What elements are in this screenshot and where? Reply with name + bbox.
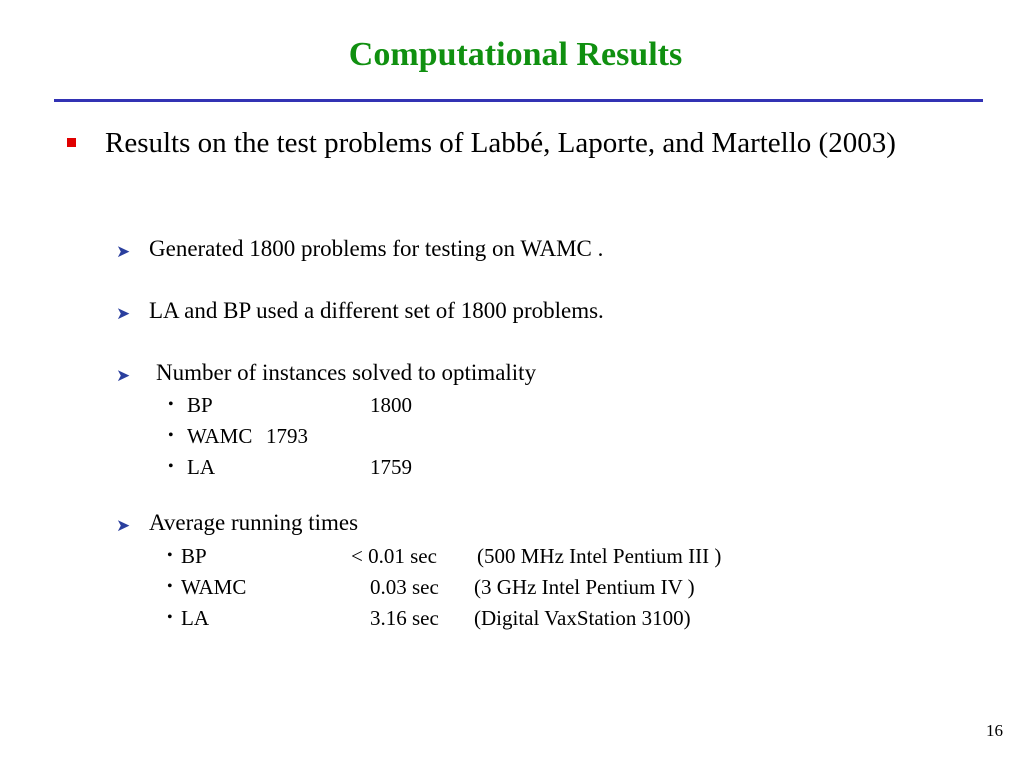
time-machine-bp: (500 MHz Intel Pentium III ) bbox=[477, 544, 722, 568]
page-number: 16 bbox=[986, 721, 1003, 740]
sub-bullet-running-times: Average running times bbox=[149, 510, 359, 535]
dot-bullet-icon: • bbox=[167, 578, 173, 595]
time-name-la: LA bbox=[181, 606, 209, 630]
arrow-bullet-icon: ➤ bbox=[116, 516, 131, 535]
dot-bullet-icon: • bbox=[168, 427, 174, 444]
dot-bullet-icon: • bbox=[167, 609, 173, 626]
optimality-name-wamc: WAMC bbox=[187, 424, 253, 448]
time-value-la: 3.16 sec bbox=[370, 606, 439, 630]
time-name-bp: BP bbox=[181, 544, 207, 568]
sub-bullet-optimality: Number of instances solved to optimality bbox=[156, 360, 537, 385]
optimality-value-bp: 1800 bbox=[370, 393, 412, 417]
optimality-value-wamc: 1793 bbox=[266, 424, 308, 448]
optimality-value-la: 1759 bbox=[370, 455, 412, 479]
time-value-bp: < 0.01 sec bbox=[351, 544, 437, 568]
time-value-wamc: 0.03 sec bbox=[370, 575, 439, 599]
time-machine-la: (Digital VaxStation 3100) bbox=[474, 606, 691, 630]
sub-bullet-different-set: LA and BP used a different set of 1800 problems. bbox=[149, 298, 604, 323]
title-divider bbox=[54, 99, 983, 102]
square-bullet-icon bbox=[67, 138, 76, 147]
time-name-wamc: WAMC bbox=[181, 575, 247, 599]
sub-bullet-generated: Generated 1800 problems for testing on WAMC . bbox=[149, 236, 604, 261]
arrow-bullet-icon: ➤ bbox=[116, 242, 131, 261]
optimality-name-la: LA bbox=[187, 455, 215, 479]
dot-bullet-icon: • bbox=[168, 396, 174, 413]
slide-title: Computational Results bbox=[348, 36, 683, 73]
optimality-name-bp: BP bbox=[187, 393, 213, 417]
main-bullet-text: Results on the test problems of Labbé, Laporte, and Martello (2003) bbox=[105, 127, 896, 159]
dot-bullet-icon: • bbox=[167, 547, 173, 564]
dot-bullet-icon: • bbox=[168, 458, 174, 475]
time-machine-wamc: (3 GHz Intel Pentium IV ) bbox=[474, 575, 695, 599]
arrow-bullet-icon: ➤ bbox=[116, 304, 131, 323]
arrow-bullet-icon: ➤ bbox=[116, 366, 131, 385]
